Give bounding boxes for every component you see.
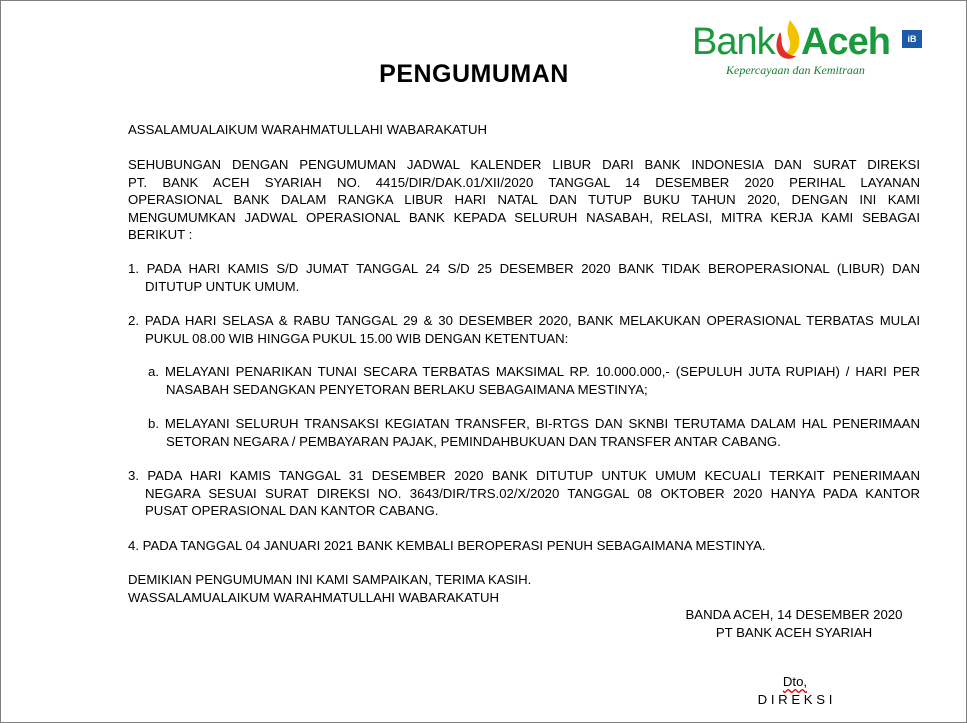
signature-company: PT BANK ACEH SYARIAH xyxy=(715,624,873,640)
item-2a-line-1: a. MELAYANI PENARIKAN TUNAI SECARA TERBATAS MAKSIMAL RP. 10.000.000,- (SEPULUH JUTA RUPIAH) / HARI PER xyxy=(148,364,920,379)
intro-line-2: PT. BANK ACEH SYARIAH NO. 4415/DIR/DAK.01/XII/2020 TANGGAL 14 DESEMBER 2020 PERIHAL LAYANAN xyxy=(128,174,920,190)
intro-line-3: OPERASIONAL BANK DALAM RANGKA LIBUR HARI NATAL DAN TUTUP BUKU TAHUN 2020, DENGAN INI KAMI xyxy=(128,192,920,207)
flame-icon xyxy=(774,18,804,62)
closing-line-2: WASSALAMUALAIKUM WARAHMATULLAHI WABARAKATUH xyxy=(128,589,500,605)
item-4: 4. PADA TANGGAL 04 JANUARI 2021 BANK KEMBALI BEROPERASI PENUH SEBAGAIMANA MESTINYA. xyxy=(128,538,766,553)
intro-line-1: SEHUBUNGAN DENGAN PENGUMUMAN JADWAL KALENDER LIBUR DARI BANK INDONESIA DAN SURAT DIREKSI xyxy=(128,157,920,172)
signature-dto xyxy=(740,673,850,691)
signature-place-date: BANDA ACEH, 14 DESEMBER 2020 xyxy=(685,607,903,622)
intro-line-4: MENGUMUMKAN JADWAL OPERASIONAL BANK KEPADA SELURUH NASABAH, RELASI, MITRA KERJA KAMI SEBAGAI xyxy=(128,209,920,225)
item-2b-line-1: b. MELAYANI SELURUH TRANSAKSI KEGIATAN TRANSFER, BI-RTGS DAN SKNBI TERUTAMA DALAM HAL PENERIMAAN xyxy=(148,416,920,431)
logo-word-bank: Bank xyxy=(692,21,775,63)
item-1-line-1: 1. PADA HARI KAMIS S/D JUMAT TANGGAL 24 S/D 25 DESEMBER 2020 BANK TIDAK BEROPERASIONAL (LIBUR) DAN xyxy=(128,261,920,276)
item-3-line-2: NEGARA SESUAI SURAT DIREKSI NO. 3643/DIR/TRS.02/X/2020 TANGGAL 08 OKTOBER 2020 HANYA PADA KANTOR xyxy=(145,485,920,501)
logo-word-aceh: Aceh xyxy=(801,21,890,63)
closing-line-1: DEMIKIAN PENGUMUMAN INI KAMI SAMPAIKAN, TERIMA KASIH. xyxy=(128,572,532,587)
item-2-line-2: PUKUL 08.00 WIB HINGGA PUKUL 15.00 WIB DENGAN KETENTUAN: xyxy=(145,330,569,346)
signature-dto-text: Dto, xyxy=(782,674,808,689)
greeting: ASSALAMUALAIKUM WARAHMATULLAHI WABARAKATUH xyxy=(128,122,488,137)
item-3-line-3: PUSAT OPERASIONAL DAN KANTOR CABANG. xyxy=(145,503,439,518)
item-1-line-2: DITUTUP UNTUK UMUM. xyxy=(145,278,300,294)
signature-role: D I R E K S I xyxy=(757,691,833,707)
item-2a-line-2: NASABAH SEDANGKAN PENYETORAN BERLAKU SEBAGAIMANA MESTINYA; xyxy=(166,381,648,397)
ib-badge: iB xyxy=(902,30,922,48)
intro-line-5: BERIKUT : xyxy=(128,227,193,242)
item-2b-line-2: SETORAN NEGARA / PEMBAYARAN PAJAK, PEMINDAHBUKUAN DAN TRANSFER ANTAR CABANG. xyxy=(166,433,781,449)
item-3-line-1: 3. PADA HARI KAMIS TANGGAL 31 DESEMBER 2020 BANK DITUTUP UNTUK UMUM KECUALI TERKAIT PENERIMAAN xyxy=(128,468,920,483)
page-title: PENGUMUMAN xyxy=(379,60,569,88)
logo-tagline: Kepercayaan dan Kemitraan xyxy=(726,63,865,77)
item-2-line-1: 2. PADA HARI SELASA & RABU TANGGAL 29 & 30 DESEMBER 2020, BANK MELAKUKAN OPERASIONAL TERBATAS MULAI xyxy=(128,313,920,328)
